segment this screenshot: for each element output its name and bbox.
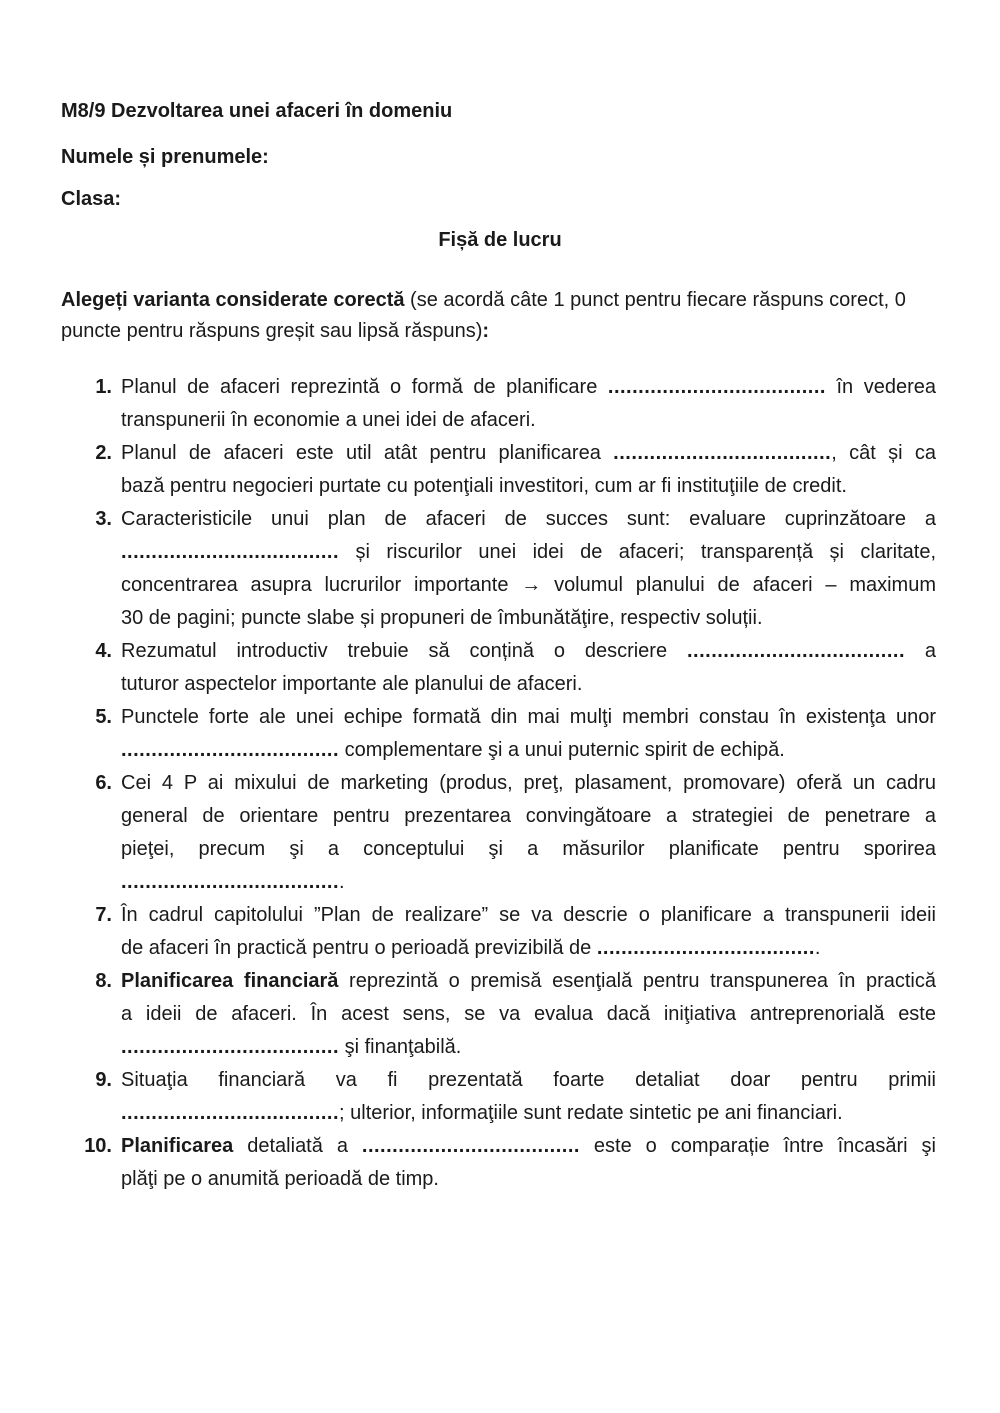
answer-blank[interactable]: ....................................: [121, 1036, 340, 1058]
instructions-bold: Alegeți varianta considerate corectă: [61, 289, 405, 311]
question-6: 6. Cei 4 P ai mixului de marketing (produs, preţ, plasament, promovare) oferă un cadru general de orientare pentru prezentarea convingătoare a strategiei de penetrare a pieţei, precum şi a conceptului şi a măsurilor planificate pentru sporirea .....................................: [0, 767, 936, 899]
answer-blank[interactable]: ....................................: [686, 640, 906, 662]
question-number: 8.: [95, 970, 112, 992]
question-8: 8. Planificarea financiară reprezintă o premisă esenţială pentru transpunerea în practică a ideii de afaceri. În acest sens, se va evalua dacă iniţiativa antreprenorială este .................................... şi finanţabilă.: [0, 965, 936, 1064]
question-number: 5.: [95, 706, 112, 728]
answer-blank[interactable]: ....................................: [121, 739, 340, 761]
name-label: Numele și prenumele:: [61, 146, 269, 168]
question-number: 7.: [95, 904, 112, 926]
question-5: 5. Punctele forte ale unei echipe formată din mai mulţi membri constau în existenţa unor .................................... complementare şi a unui puternic spirit de echipă.: [0, 701, 936, 767]
question-number: 1.: [95, 376, 112, 398]
answer-blank[interactable]: ....................................: [607, 376, 826, 398]
question-number: 10.: [84, 1135, 112, 1157]
answer-blank[interactable]: ....................................: [596, 937, 815, 959]
question-9: 9. Situaţia financiară va fi prezentată foarte detaliat doar pentru primii ....................................; ulterior, informaţiile sunt redate sintetic pe ani financiari.: [0, 1064, 936, 1130]
question-2: 2. Planul de afaceri este util atât pentru planificarea ...................................., cât și ca bază pentru negocieri purtate cu potenţiali investitori, cum ar fi instituţiile de credit.: [0, 437, 936, 503]
instructions-end: :: [482, 320, 490, 342]
class-label: Clasa:: [61, 188, 122, 210]
instructions-text: (se acordă câte 1 punct pentru fiecare răspuns corect, 0 puncte pentru răspuns greșit sau lipsă răspuns): [61, 289, 906, 342]
question-number: 9.: [95, 1069, 112, 1091]
instructions: [61, 285, 941, 347]
question-3: 3. Caracteristicile unui plan de afaceri de succes sunt: evaluare cuprinzătoare a .................................... și riscurilor unei idei de afaceri; transparență și claritate, concentrarea asupra lucrurilor importante → volumul planului de afaceri – maximum 30 de pagini; puncte slabe și propuneri de îmbunătăţire, respectiv soluții.: [0, 503, 936, 635]
question-4: 4. Rezumatul introductiv trebuie să conțină o descriere .................................... a tuturor aspectelor importante ale planului de afaceri.: [0, 635, 936, 701]
page-title: Fișă de lucru: [438, 229, 562, 251]
question-number: 6.: [95, 772, 112, 794]
answer-blank[interactable]: ....................................: [121, 871, 340, 893]
question-number: 4.: [95, 640, 112, 662]
question-number: 3.: [95, 508, 112, 530]
module-heading: M8/9 Dezvoltarea unei afaceri în domeniu: [61, 100, 453, 122]
answer-blank[interactable]: ....................................: [121, 541, 340, 563]
question-list: [0, 371, 1000, 1196]
question-7: 7. În cadrul capitolului ”Plan de realizare” se va descrie o planificare a transpunerii ideii de afaceri în practică pentru o perioadă previzibilă de .....................................: [0, 899, 936, 965]
question-1: 1. Planul de afaceri reprezintă o formă de planificare .................................... în vederea transpunerii în economie a unei idei de afaceri.: [0, 371, 936, 437]
answer-blank[interactable]: ....................................: [121, 1102, 340, 1124]
answer-blank[interactable]: ....................................: [613, 442, 832, 464]
answer-blank[interactable]: ....................................: [361, 1135, 580, 1157]
question-number: 2.: [95, 442, 112, 464]
question-10: 10. Planificarea detaliată a .................................... este o comparație între încasări şi plăţi pe o anumită perioadă de timp.: [0, 1130, 936, 1196]
